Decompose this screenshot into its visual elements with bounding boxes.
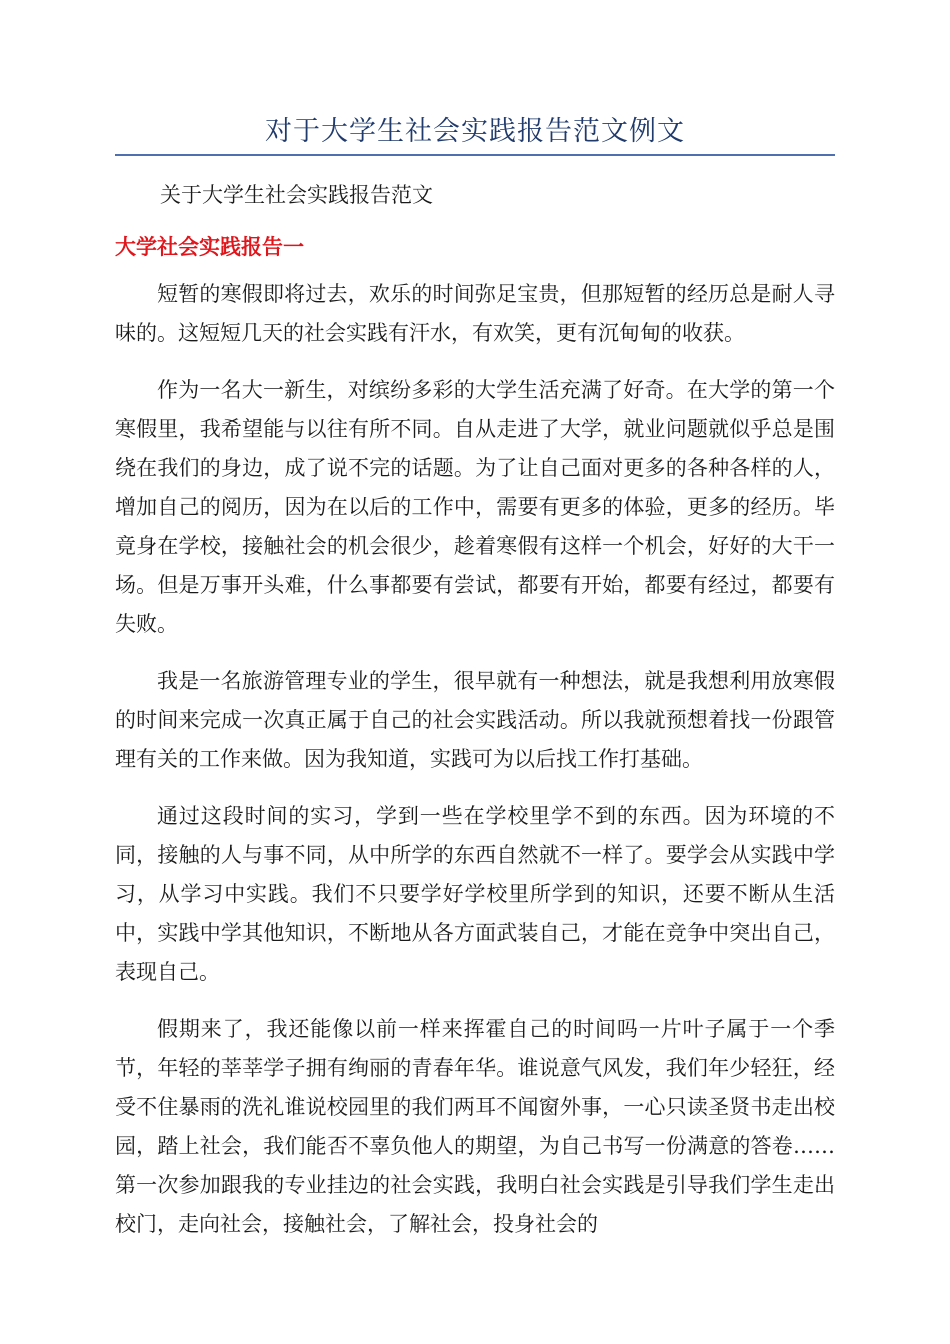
paragraph-4: 通过这段时间的实习，学到一些在学校里学不到的东西。因为环境的不同，接触的人与事不同，从中所学的东西自然就不一样了。要学会从实践中学习，从学习中实践。我们不只要学好学校里所学到的知识，还要不断从生活中，实践中学其他知识，不断地从各方面武装自己，才能在竞争中突出自己，表现自己。 [115, 804, 835, 984]
paragraph-3: 我是一名旅游管理专业的学生，很早就有一种想法，就是我想利用放寒假的时间来完成一次真正属于自己的社会实践活动。所以我就预想着找一份跟管理有关的工作来做。因为我知道，实践可为以后找工作打基础。 [115, 669, 835, 771]
document-subtitle: 关于大学生社会实践报告范文 [160, 183, 433, 207]
paragraph-1: 短暂的寒假即将过去，欢乐的时间弥足宝贵，但那短暂的经历总是耐人寻味的。这短短几天的社会实践有汗水，有欢笑，更有沉甸甸的收获。 [115, 282, 835, 345]
paragraph-5: 假期来了，我还能像以前一样来挥霍自己的时间吗一片叶子属于一个季节，年轻的莘莘学子拥有绚丽的青春年华。谁说意气风发，我们年少轻狂，经受不住暴雨的洗礼谁说校园里的我们两耳不闻窗外事，一心只读圣贤书走出校园，踏上社会，我们能否不辜负他人的期望，为自己书写一份满意的答卷……第一次参加跟我的专业挂边的社会实践，我明白社会实践是引导我们学生走出校门，走向社会，接触社会，了解社会，投身社会的 [115, 1017, 835, 1236]
body-text [115, 275, 835, 1262]
page-title: 对于大学生社会实践报告范文例文 [265, 116, 685, 147]
paragraph-2: 作为一名大一新生，对缤纷多彩的大学生活充满了好奇。在大学的第一个寒假里，我希望能与以往有所不同。自从走进了大学，就业问题就似乎总是围绕在我们的身边，成了说不完的话题。为了让自己面对更多的各种各样的人，增加自己的阅历，因为在以后的工作中，需要有更多的体验，更多的经历。毕竟身在学校，接触社会的机会很少，趁着寒假有这样一个机会，好好的大干一场。但是万事开头难，什么事都要有尝试，都要有开始，都要有经过，都要有失败。 [115, 378, 835, 636]
title-underline-divider [115, 154, 835, 156]
section-heading: 大学社会实践报告一 [115, 235, 304, 259]
